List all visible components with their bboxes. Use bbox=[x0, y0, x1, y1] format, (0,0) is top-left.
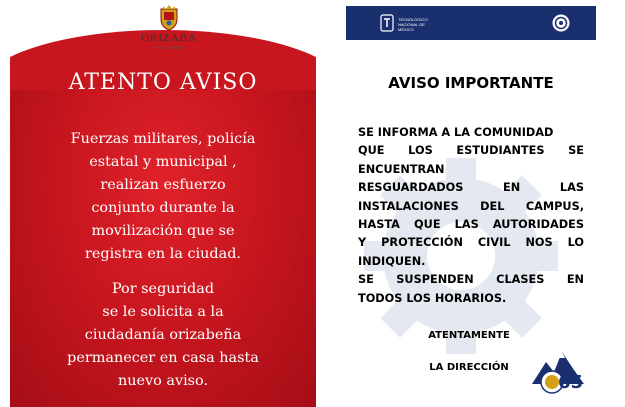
text-line: movilización que se bbox=[91, 223, 235, 239]
text-line: Por seguridad bbox=[111, 281, 215, 297]
left-notice-title: ATENTO AVISO bbox=[68, 70, 258, 95]
text-line: Y PROTECCIÓN CIVIL NOS LO bbox=[358, 236, 584, 250]
orizaba-crest-icon bbox=[158, 5, 180, 31]
left-notice-panel bbox=[10, 0, 316, 407]
right-notice-title: AVISO IMPORTANTE bbox=[388, 74, 554, 92]
text-line: Fuerzas militares, policía bbox=[70, 131, 256, 147]
right-notice-body bbox=[358, 124, 584, 308]
institute-seal-icon bbox=[552, 14, 570, 32]
left-notice-paragraph-1 bbox=[24, 128, 302, 266]
text-line: realizan esfuerzo bbox=[100, 177, 226, 193]
signature-text: LA DIRECCIÓN bbox=[429, 362, 509, 373]
anniversary-number: 65 bbox=[558, 372, 584, 393]
text-line: conjunto durante la bbox=[91, 200, 235, 216]
text-line: QUE LOS ESTUDIANTES SE bbox=[358, 144, 584, 158]
text-line: registra en la ciudad. bbox=[84, 246, 242, 262]
tecnm-logo-text: TECNOLÓGICO NACIONAL DE MÉXICO bbox=[398, 17, 428, 32]
text-line: INSTALACIONES DEL CAMPUS, bbox=[358, 199, 584, 213]
closing-text: ATENTAMENTE bbox=[428, 330, 510, 341]
text-line: ciudadanía orizabeña bbox=[84, 327, 242, 343]
text-line: nuevo aviso. bbox=[117, 373, 209, 389]
text-line: RESGUARDADOS EN LAS bbox=[358, 181, 584, 195]
text-line: ENCUENTRAN bbox=[358, 162, 445, 176]
text-line: estatal y municipal , bbox=[89, 154, 237, 170]
text-line: HASTA QUE LAS AUTORIDADES bbox=[358, 218, 584, 232]
text-line: SE SUSPENDEN CLASES EN bbox=[358, 273, 584, 287]
text-line: permanecer en casa hasta bbox=[67, 350, 259, 366]
right-notice-panel bbox=[346, 6, 596, 401]
anniversary-65-logo-icon bbox=[530, 344, 586, 396]
text-line: se le solicita a la bbox=[102, 304, 224, 320]
logo-subtext: AYUNTAMIENTO bbox=[153, 45, 185, 50]
text-line: SE INFORMA A LA COMUNIDAD bbox=[358, 126, 554, 139]
text-line: INDIQUEN. bbox=[358, 254, 426, 268]
logo-city-name: ORIZABA bbox=[141, 32, 197, 44]
text-line: TODOS LOS HORARIOS. bbox=[358, 291, 507, 305]
left-notice-paragraph-2 bbox=[24, 278, 302, 393]
tecnm-logo-icon bbox=[380, 14, 394, 32]
